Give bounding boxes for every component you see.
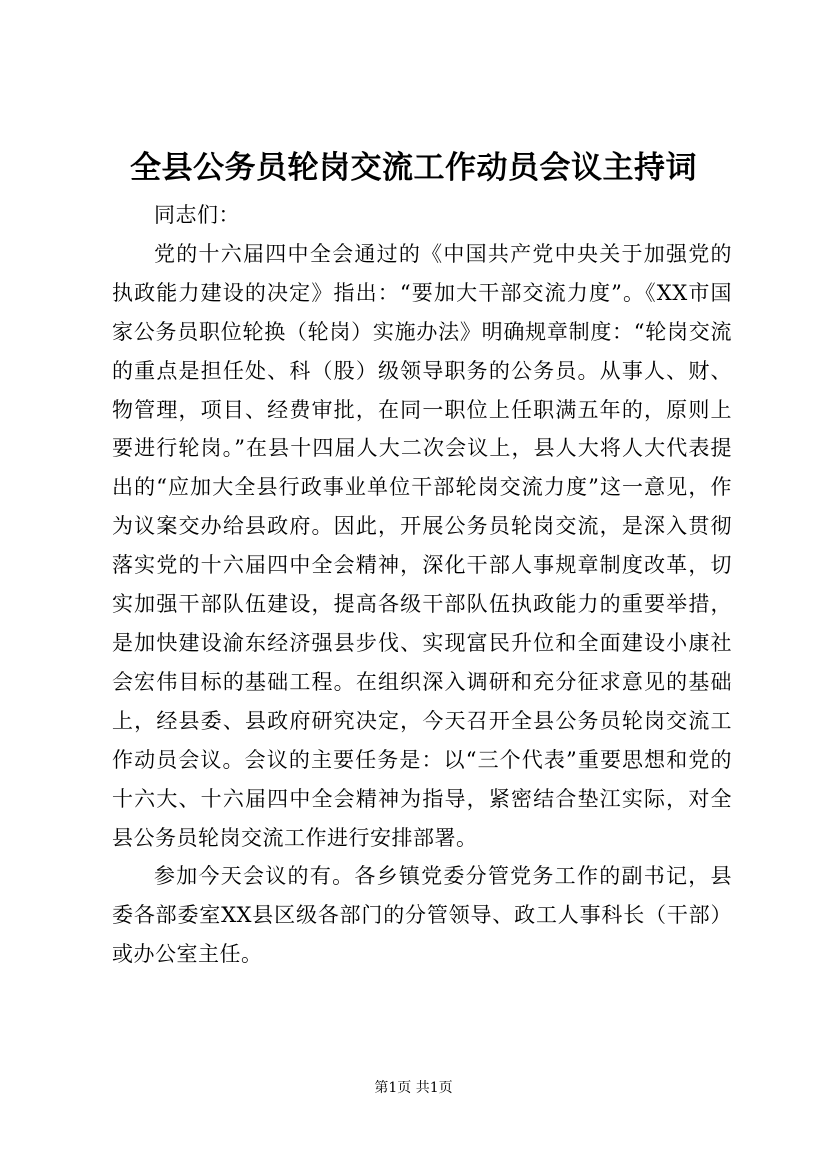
salutation: 同志们：: [154, 203, 240, 227]
paragraph-2: 参加今天会议的有。各乡镇党委分管党务工作的副书记，县委各部委室XX县区级各部门的分管领导、政工人事科长（干部）或办公室主任。: [112, 864, 732, 967]
document-title: 全县公务员轮岗交流工作动员会议主持词: [130, 150, 697, 186]
paragraph-1: 党的十六届四中全会通过的《中国共产党中央关于加强党的执政能力建设的决定》指出：“要加大干部交流力度”。《XX市国家公务员职位轮换（轮岗）实施办法》明确规章制度：“轮岗交流的重点是担任处、科（股）级领导职务的公务员。从事人、财、物管理，项目、经费审批，在同一职位上任职满五年的，原则上要进行轮岗。”在县十四届人大二次会议上，县人大将人大代表提出的“应加大全县行政事业单位干部轮岗交流力度”这一意见，作为议案交办给县政府。因此，开展公务员轮岗交流，是深入贯彻落实党的十六届四中全会精神，深化干部人事规章制度改革，切实加强干部队伍建设，提高各级干部队伍执政能力的重要举措，是加快建设渝东经济强县步伐、实现富民升位和全面建设小康社会宏伟目标的基础工程。在组织深入调研和充分征求意见的基础上，经县委、县政府研究决定，今天召开全县公务员轮岗交流工作动员会议。会议的主要任务是：以“三个代表”重要思想和党的十六大、十六届四中全会精神为指导，紧密结合垫江实际，对全县公务员轮岗交流工作进行安排部署。: [112, 241, 732, 850]
document-body: [112, 196, 732, 974]
page-number-footer: 第1页 共1页: [374, 1080, 453, 1096]
